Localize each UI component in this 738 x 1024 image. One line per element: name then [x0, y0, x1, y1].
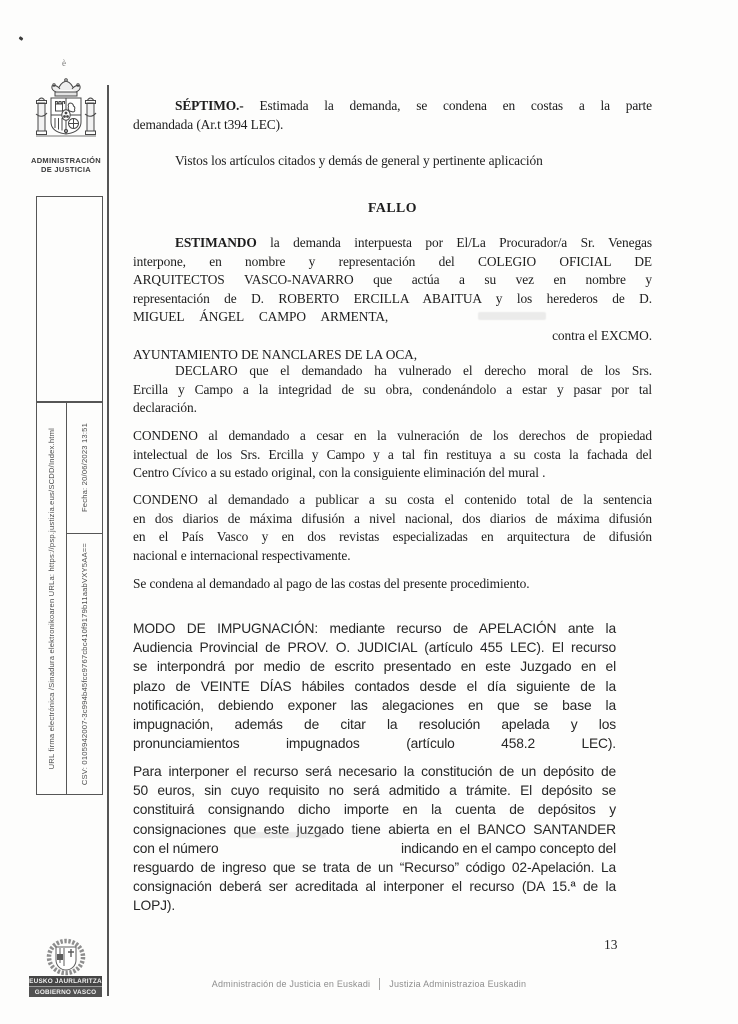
basque-logo-line2: GOBIERNO VASCO	[29, 987, 102, 997]
footer-text-eu: Justizia Administrazioa Euskadin	[389, 979, 527, 989]
paragraph-line: nacional e internacional respectivamente.	[133, 547, 351, 563]
signature-url-cell	[37, 403, 67, 794]
paragraph-line: constituirá consignando dicho importe en la cuenta de depósitos y	[133, 802, 616, 818]
paragraph-line: Centro Cívico a su estado original, con la consiguiente eliminación del mural .	[133, 465, 546, 481]
paragraph-line: declaración.	[133, 400, 197, 416]
paragraph-line: en dos diarios de máxima difusión a nivel nacional, dos diarios de máxima difusión	[133, 510, 652, 526]
line-text: la demanda interpuesta por El/La Procurador/a Sr. Venegas	[256, 235, 652, 250]
paragraph-line	[133, 234, 652, 253]
paragraph-deposito	[133, 762, 616, 916]
fallo-heading: FALLO	[367, 200, 417, 215]
paragraph-line: 50 euros, sin cuyo requisito no será admitido a trámite. El depósito se	[133, 783, 616, 799]
footer-divider	[379, 978, 380, 990]
paragraph-line: representación de D. ROBERTO ERCILLA ABAITUA y los herederos de D.	[133, 290, 652, 306]
paragraph-line: ARQUITECTOS VASCO-NAVARRO que actúa a su vez en nombre y	[133, 272, 652, 288]
paragraph-line: AYUNTAMIENTO DE NANCLARES DE LA OCA,	[133, 346, 417, 362]
paragraph-line: Vistos los artículos citados y demás de general y pertinente aplicación	[175, 153, 543, 168]
scan-accent-artifact: è	[62, 58, 66, 68]
admin-label-line1: ADMINISTRACIÓN	[30, 156, 102, 165]
paragraph-line: MODO DE IMPUGNACIÓN: mediante recurso de APELACIÓN ante la	[133, 621, 616, 636]
redaction-smudge	[238, 832, 326, 838]
paragraph-line: LOPJ).	[133, 898, 176, 914]
signature-url-text: URL firma electrónica /Sinadura elektronikoaren URLa: https://psp.justizia.eus/SCDD/Index.html	[47, 427, 56, 770]
left-margin-rule	[107, 85, 109, 996]
paragraph-declaro	[133, 362, 652, 418]
signature-empty-box	[36, 196, 103, 402]
paragraph-line: Audiencia Provincial de PROV. O. JUDICIAL (artículo 455 LEC). El recurso	[133, 640, 616, 656]
paragraph-line: demandada (Ar.t t394 LEC).	[133, 116, 284, 132]
paragraph-line: consignaciones que este juzgado tiene abierta en el BANCO SANTANDER	[133, 821, 616, 837]
paragraph-line: Ercilla y Campo a la integridad de su obra, condenándolo a estar y pasar por tal	[133, 381, 652, 397]
paragraph-line: en el País Vasco y en dos revistas especializadas en arquitectura de difusión	[133, 529, 652, 545]
paragraph-line: CONDENO al demandado a publicar a su costa el contenido total de la sentencia	[133, 492, 652, 507]
paragraph-line: impugnación, además de citar la resolución apelada y los	[133, 717, 616, 733]
paragraph-line-with-redacted-number	[133, 839, 616, 858]
paragraph-line: CONDENO al demandado a cesar en la vulneración de los derechos de propiedad	[133, 428, 652, 443]
paragraph-line: contra el EXCMO.	[552, 327, 652, 343]
lead-word: ESTIMANDO	[175, 235, 257, 250]
footer-text-es: Administración de Justicia en Euskadi	[211, 979, 371, 989]
line-text: indicando en el campo concepto del	[400, 840, 616, 856]
paragraph-vistos	[133, 152, 652, 171]
paragraph-line: Para interponer el recurso será necesario la constitución de un depósito de	[133, 764, 616, 779]
basque-emblem-icon	[29, 938, 102, 976]
redaction-smudge	[478, 312, 546, 320]
paragraph-line: Se condena al demandado al pago de las costas del presente procedimiento.	[133, 576, 530, 591]
paragraph-line: resguardo de ingreso que se trata de un “Recurso” código 02-Apelación. La	[133, 860, 616, 876]
paragraph-condeno-cesar	[133, 427, 652, 483]
paragraph-condeno-publicar	[133, 491, 652, 565]
signature-csv-cell	[67, 534, 102, 794]
signature-date-text: Fecha: 20/06/2023 13:51	[80, 423, 89, 513]
paragraph-modo-impugnacion	[133, 619, 616, 753]
paragraph-line: pronunciamientos impugnados (artículo 458.2 LEC).	[133, 736, 616, 752]
signature-info-table	[36, 402, 103, 795]
paragraph-line: se interpondrá por medio de escrito presentado en este Juzgado en el	[133, 659, 616, 675]
paragraph-line: DECLARO que el demandado ha vulnerado el derecho moral de los Srs.	[175, 363, 652, 378]
footer	[0, 978, 738, 990]
admin-label-line2: DE JUSTICIA	[41, 165, 91, 174]
paragraph-line	[133, 97, 652, 116]
line-text: Estimada la demanda, se condena en costas a la parte	[243, 98, 652, 113]
line-text: con el número	[133, 840, 219, 856]
paragraph-estimando	[133, 234, 652, 364]
lead-word: SÉPTIMO.-	[175, 98, 244, 113]
administracion-justicia-logo	[28, 76, 104, 174]
paragraph-line: interpone, en nombre y representación del COLEGIO OFICIAL DE	[133, 253, 652, 269]
paragraph-line: MIGUEL ÁNGEL CAMPO ARMENTA,	[133, 309, 389, 325]
paragraph-costas	[133, 575, 652, 594]
scan-dot-artifact	[19, 36, 24, 41]
paragraph-line: consignación deberá ser acreditada al interponer el recurso (DA 15.ª de la	[133, 879, 616, 895]
signature-csv-text: CSV: 0105942007-3c994b45fcc9767cbc410f9179b11aabVXY5AA==	[80, 542, 89, 786]
paragraph-septimo	[133, 97, 652, 134]
admin-logo-label	[28, 156, 104, 174]
basque-logo-line1: EUSKO JAURLARITZA	[29, 976, 102, 987]
paragraph-line: notificación, debiendo exponer las alegaciones en que se base la	[133, 697, 616, 713]
signature-date-cell	[67, 403, 102, 534]
page-number: 13	[604, 937, 618, 952]
paragraph-line: intelectual de los Srs. Ercilla y Campo y a tal fin restituya a su costa la fachada del	[133, 446, 652, 462]
spain-coat-of-arms-icon	[28, 76, 104, 154]
paragraph-line: plazo de VEINTE DÍAS hábiles contados desde el día siguiente de la	[133, 678, 616, 694]
